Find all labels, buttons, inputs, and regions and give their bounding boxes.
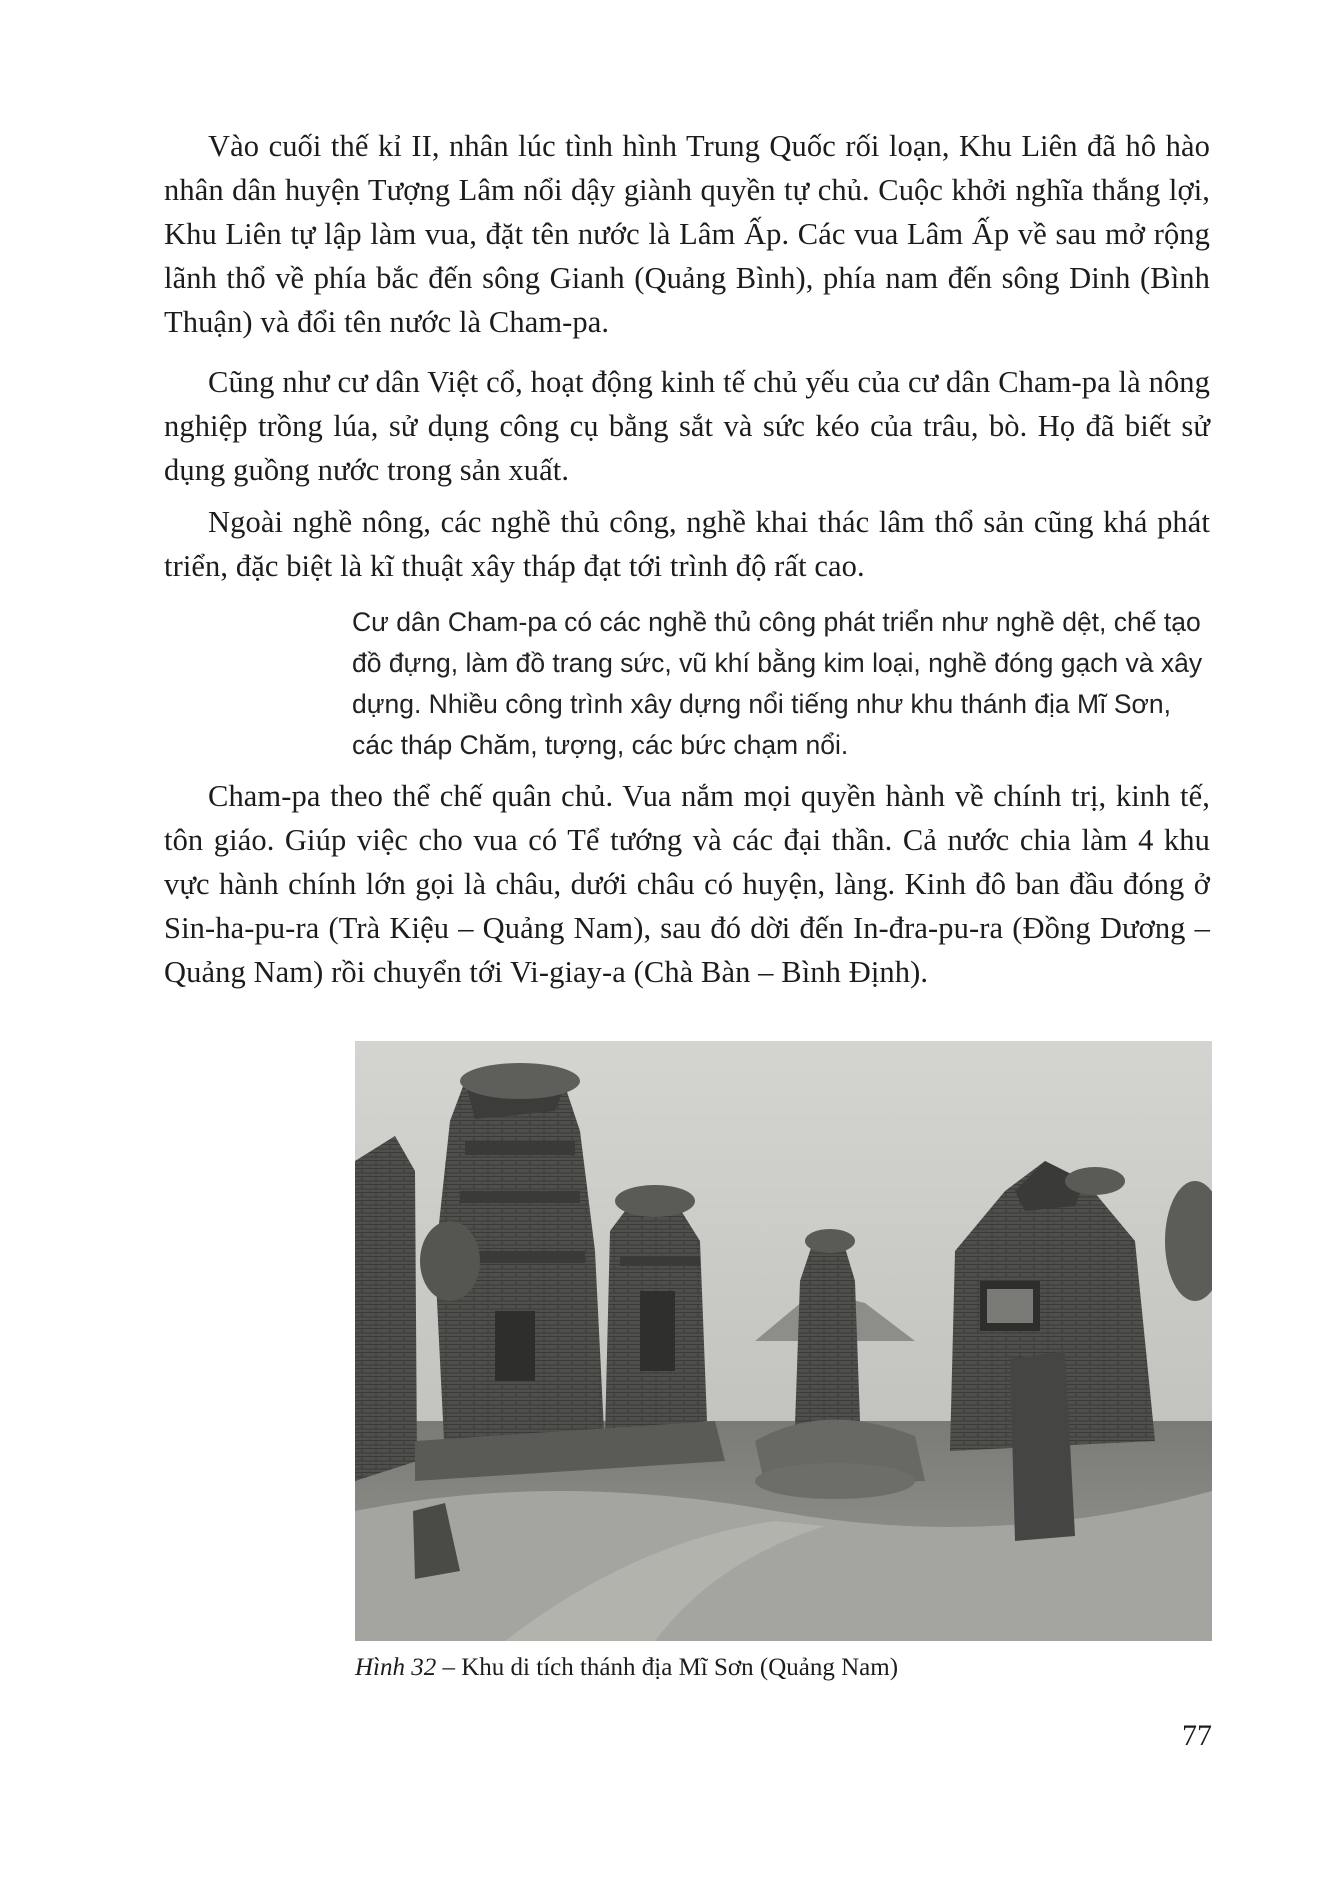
caption-text: Khu di tích thánh địa Mĩ Sơn (Quảng Nam) bbox=[461, 1654, 899, 1681]
figure-caption bbox=[355, 1652, 1212, 1684]
figure-my-son-photo bbox=[355, 1041, 1212, 1641]
caption-separator: – bbox=[436, 1654, 462, 1681]
figure-label: Hình 32 bbox=[355, 1654, 437, 1681]
note-box-crafts: Cư dân Cham-pa có các nghề thủ công phát triển như nghề dệt, chế tạo đồ đựng, làm đồ trang sức, vũ khí bằng kim loại, nghề đóng gạch và xây dựng. Nhiều công trình xây dựng nổi tiếng như khu thánh địa Mĩ Sơn, các tháp Chăm, tượng, các bức chạm nổi. bbox=[352, 607, 1203, 760]
paragraph-champa-government: Cham-pa theo thể chế quân chủ. Vua nắm mọi quyền hành về chính trị, kinh tế, tôn giáo. Giúp việc cho vua có Tể tướng và các đại thần. Cả nước chia làm 4 khu vực hành chính lớn gọi là châu, dưới châu có huyện, làng. Kinh đô ban đầu đóng ở Sin-ha-pu-ra (Trà Kiệu – Quảng Nam), sau đó dời đến In-đra-pu-ra (Đồng Dương – Quảng Nam) rồi chuyển tới Vi-giay-a (Chà Bàn – Bình Định). bbox=[164, 779, 1210, 989]
paragraph-champa-crafts: Ngoài nghề nông, các nghề thủ công, nghề khai thác lâm thổ sản cũng khá phát triển, đặc biệt là kĩ thuật xây tháp đạt tới trình độ rất cao. bbox=[164, 505, 1210, 583]
paragraph-lam-ap-founding: Vào cuối thế kỉ II, nhân lúc tình hình Trung Quốc rối loạn, Khu Liên đã hô hào nhân dân huyện Tượng Lâm nổi dậy giành quyền tự chủ. Cuộc khởi nghĩa thắng lợi, Khu Liên tự lập làm vua, đặt tên nước là Lâm Ấp. Các vua Lâm Ấp về sau mở rộng lãnh thổ về phía bắc đến sông Gianh (Quảng Bình), phía nam đến sông Dinh (Bình Thuận) và đổi tên nước là Cham-pa. bbox=[164, 129, 1210, 339]
page-number: 77 bbox=[1182, 1719, 1212, 1752]
paragraph-champa-economy: Cũng như cư dân Việt cổ, hoạt động kinh tế chủ yếu của cư dân Cham-pa là nông nghiệp trồng lúa, sử dụng công cụ bằng sắt và sức kéo của trâu, bò. Họ đã biết sử dụng guồng nước trong sản xuất. bbox=[164, 365, 1210, 487]
my-son-ruins-illustration bbox=[355, 1041, 1212, 1641]
